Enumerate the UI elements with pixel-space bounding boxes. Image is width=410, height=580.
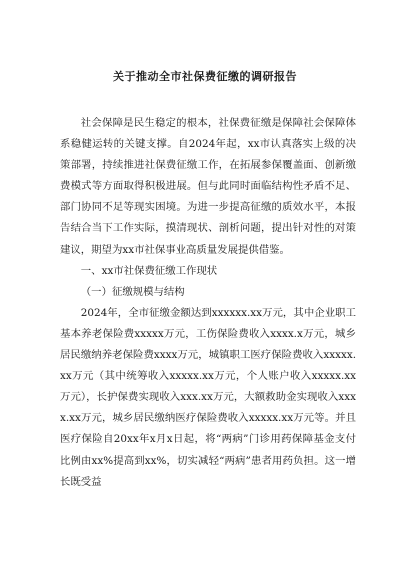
intro-paragraph: 社会保障是民生稳定的根本，社保费征缴是保障社会保障体系稳健运转的关键支撑。自2024年起，xx市认真落实上级的决策部署，持续推进社保费征缴工作，在拓展参保覆盖面、创新缴费模式等方面取得积极进展。但与此同时面临结构性矛盾不足、部门协同不足等现实困境。为进一步提高征缴的质效水平，本报告结合当下工作实际，摸清现状、剖析问题，提出针对性的对策建议，期望为xx市社保事业高质量发展提供借鉴。	[60, 117, 356, 256]
subsection-heading: （一）征缴规模与结构	[80, 285, 185, 298]
document-title: 关于推动全市社保费征缴的调研报告	[113, 70, 297, 83]
document-body	[60, 113, 356, 493]
body-paragraph: 2024年，全市征缴金额达到xxxxxx.xx万元，其中企业职工基本养老保险费xxxxx万元，工伤保险费收入xxxx.x万元，城乡居民缴纳养老保险费xxxx万元，城镇职工医疗保险费收入xxxxx.xx万元（其中统筹收入xxxxx.xx万元，个人账户收入xxxxx.xx万元），长护保费实现收入xxx.xx万元，大额救助金实现收入xxxx.xx万元，城乡居民缴纳医疗保险费收入xxxxx.xx万元等。并且医疗保险自20xx年x月x日起，将“两病”门诊用药保障基金支付比例由xx%提高到xx%，切实减轻“两病”患者用药负担。这一增长既受益	[60, 306, 356, 488]
section-heading: 一、xx市社保费征缴工作现状	[80, 264, 218, 277]
